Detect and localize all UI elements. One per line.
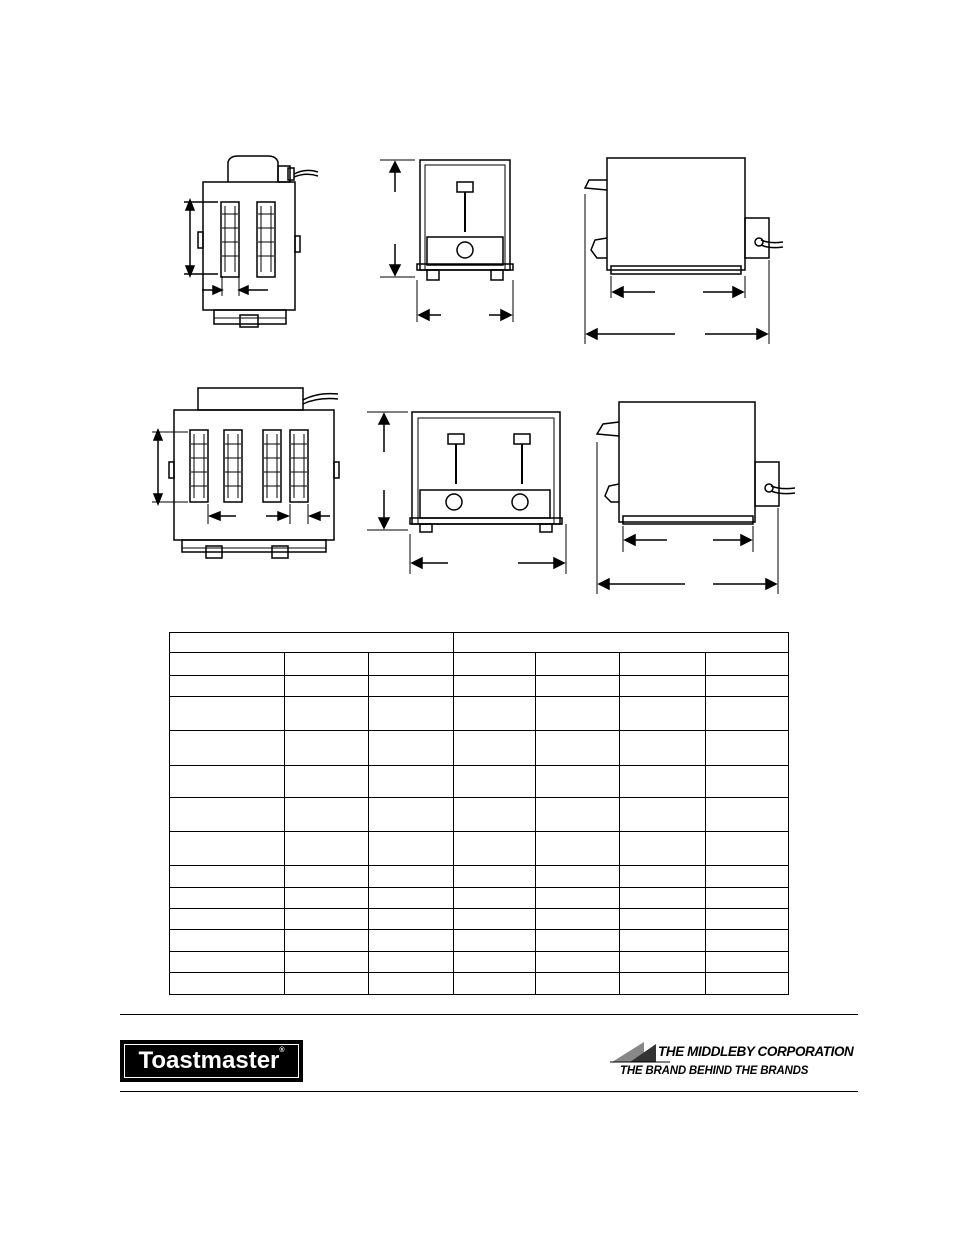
table-cell — [536, 676, 620, 697]
table-cell — [706, 909, 789, 930]
table-cell — [706, 952, 789, 973]
table-cell — [620, 798, 706, 832]
table-row — [170, 676, 789, 697]
table-row — [170, 952, 789, 973]
table-cell — [706, 798, 789, 832]
spec-table — [169, 632, 789, 995]
table-cell — [170, 909, 285, 930]
table-row — [170, 697, 789, 731]
table-cell — [536, 930, 620, 952]
table-cell — [620, 866, 706, 888]
table-cell — [706, 766, 789, 798]
toastmaster-logo — [120, 1040, 303, 1082]
two-slice-side-view — [575, 150, 785, 350]
table-row — [170, 731, 789, 766]
table-cell — [454, 973, 536, 995]
table-cell — [706, 930, 789, 952]
table-cell — [454, 697, 536, 731]
table-cell — [285, 798, 369, 832]
table-cell — [369, 866, 454, 888]
table-cell — [170, 888, 285, 909]
table-row — [170, 866, 789, 888]
table-row — [170, 909, 789, 930]
table-cell — [454, 766, 536, 798]
table-cell — [285, 766, 369, 798]
table-cell — [536, 866, 620, 888]
table-cell — [170, 952, 285, 973]
table-cell — [620, 731, 706, 766]
table-cell — [369, 766, 454, 798]
footer-top-rule — [120, 1014, 858, 1015]
table-cell — [285, 888, 369, 909]
table-row — [170, 930, 789, 952]
table-cell — [536, 952, 620, 973]
table-cell — [454, 866, 536, 888]
table-cell — [706, 973, 789, 995]
two-slice-top-view — [178, 150, 328, 335]
table-cell — [706, 731, 789, 766]
table-cell — [706, 832, 789, 866]
table-cell — [706, 676, 789, 697]
table-row — [170, 653, 789, 676]
table-cell — [170, 798, 285, 832]
table-row — [170, 973, 789, 995]
table-cell — [536, 697, 620, 731]
table-cell — [706, 888, 789, 909]
table-cell — [369, 930, 454, 952]
table-cell — [454, 888, 536, 909]
table-row — [170, 766, 789, 798]
table-cell — [170, 697, 285, 731]
table-cell — [369, 697, 454, 731]
table-row — [170, 798, 789, 832]
table-cell — [285, 676, 369, 697]
table-cell — [369, 676, 454, 697]
table-group-header-left — [170, 633, 454, 653]
table-cell — [369, 952, 454, 973]
table-cell — [454, 798, 536, 832]
table-cell — [454, 653, 536, 676]
table-cell — [454, 909, 536, 930]
table-cell — [536, 798, 620, 832]
table-cell — [285, 952, 369, 973]
table-cell — [285, 653, 369, 676]
table-row — [170, 888, 789, 909]
four-slice-side-view — [585, 392, 795, 597]
table-cell — [285, 909, 369, 930]
table-cell — [369, 973, 454, 995]
table-cell — [170, 866, 285, 888]
table-cell — [620, 832, 706, 866]
table-cell — [620, 653, 706, 676]
table-cell — [170, 930, 285, 952]
four-slice-top-view — [148, 382, 348, 567]
footer-bottom-rule — [120, 1091, 858, 1092]
table-cell — [620, 952, 706, 973]
table-cell — [170, 653, 285, 676]
table-cell — [536, 888, 620, 909]
table-cell — [285, 866, 369, 888]
table-group-header-right — [454, 633, 789, 653]
table-cell — [620, 766, 706, 798]
table-cell — [706, 697, 789, 731]
table-cell — [369, 832, 454, 866]
table-cell — [454, 952, 536, 973]
table-cell — [285, 731, 369, 766]
table-cell — [369, 731, 454, 766]
two-slice-front-view — [375, 152, 525, 327]
table-cell — [536, 731, 620, 766]
table-cell — [170, 676, 285, 697]
table-cell — [369, 798, 454, 832]
table-cell — [706, 866, 789, 888]
table-cell — [170, 766, 285, 798]
table-cell — [536, 973, 620, 995]
table-cell — [536, 832, 620, 866]
table-cell — [620, 676, 706, 697]
table-cell — [369, 888, 454, 909]
table-row — [170, 832, 789, 866]
table-cell — [170, 731, 285, 766]
table-cell — [285, 973, 369, 995]
table-cell — [620, 888, 706, 909]
four-slice-front-view — [362, 400, 572, 580]
table-cell — [536, 909, 620, 930]
middleby-logo-line2: THE BRAND BEHIND THE BRANDS — [620, 1065, 809, 1077]
middleby-logo-line1: THE MIDDLEBY CORPORATION — [658, 1044, 854, 1059]
table-cell — [454, 731, 536, 766]
table-group-header-row — [170, 633, 789, 653]
table-cell — [620, 973, 706, 995]
toastmaster-logo-text: Toastmaster® — [138, 1047, 285, 1074]
table-cell — [536, 766, 620, 798]
middleby-logo — [610, 1040, 854, 1082]
table-cell — [620, 909, 706, 930]
table-cell — [170, 973, 285, 995]
table-cell — [454, 832, 536, 866]
table-cell — [620, 930, 706, 952]
table-cell — [285, 697, 369, 731]
table-cell — [170, 832, 285, 866]
table-cell — [454, 676, 536, 697]
table-cell — [369, 909, 454, 930]
table-cell — [706, 653, 789, 676]
table-cell — [369, 653, 454, 676]
table-cell — [536, 653, 620, 676]
table-cell — [285, 930, 369, 952]
table-cell — [285, 832, 369, 866]
table-cell — [454, 930, 536, 952]
table-cell — [620, 697, 706, 731]
